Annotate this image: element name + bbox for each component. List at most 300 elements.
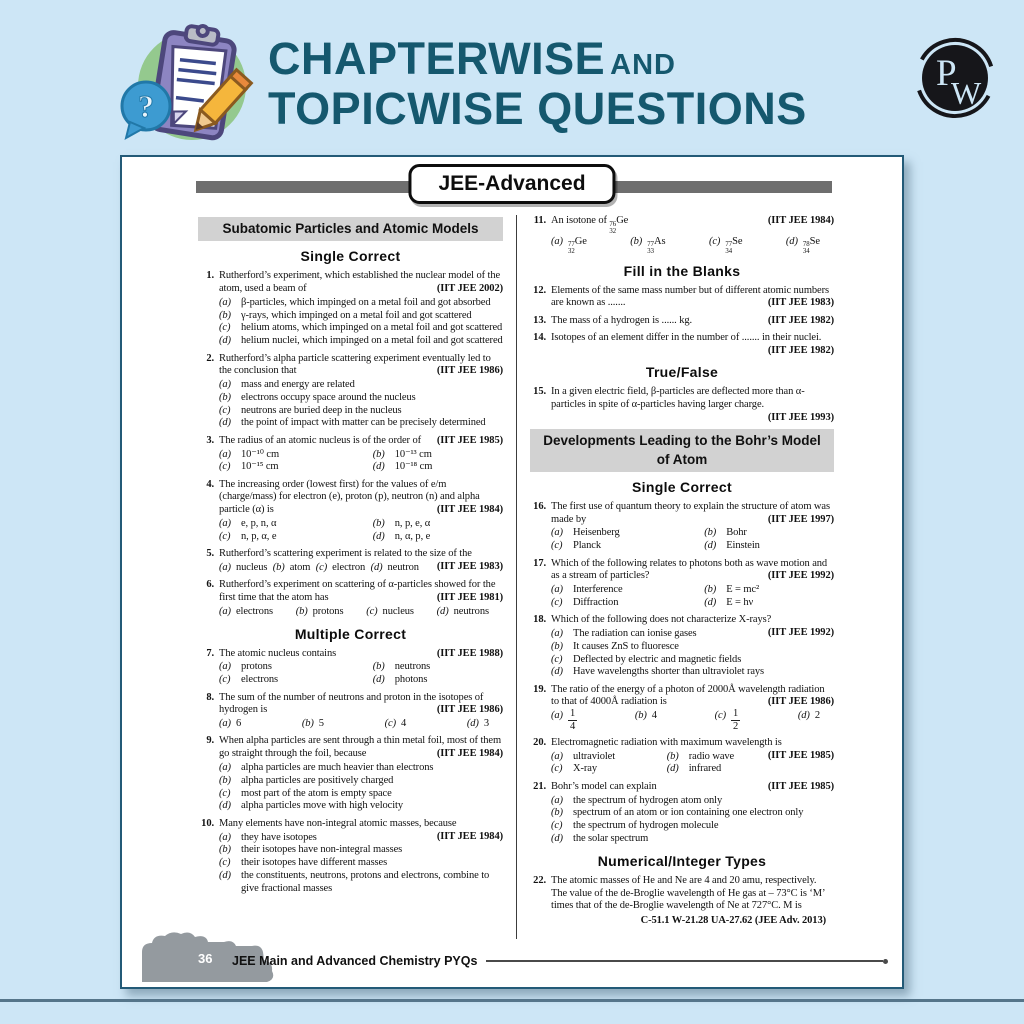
options-group (219, 449, 503, 475)
option-item (219, 718, 241, 731)
option-text: alpha particles are much heavier than electrons (241, 762, 434, 774)
options-group (219, 562, 433, 575)
option-item (219, 322, 503, 335)
option-label: (b) (372, 518, 385, 530)
option-label: (b) (219, 844, 231, 856)
option-label: (a) (219, 831, 231, 843)
question-text: Many elements have non-integral atomic masses, because (219, 817, 457, 829)
option-label: (b) (219, 391, 231, 403)
option-text: Bohr (726, 527, 747, 539)
question-number: 9. (206, 735, 214, 747)
option-label: (d) (219, 417, 231, 429)
question-year-tag: (IIT JEE 1992) (767, 570, 834, 582)
option-text: they have isotopes (241, 831, 317, 843)
option-label: (b) (551, 640, 563, 652)
option-text: e, p, n, α (241, 518, 277, 530)
option-item (373, 661, 503, 674)
question-text: Rutherford’s alpha particle scattering experiment eventually led to the conclusion that (219, 352, 491, 377)
question-number: 19. (533, 683, 546, 695)
option-label: (c) (551, 540, 563, 552)
option-item (219, 775, 503, 788)
question-number: 12. (533, 284, 546, 296)
option-label: (c) (219, 461, 231, 473)
option-item (704, 597, 834, 610)
option-text: 4 (401, 718, 407, 730)
option-text: radio wave (688, 750, 735, 762)
option-label: (d) (797, 710, 810, 722)
footer-rule-dot (883, 959, 888, 964)
right-column (516, 215, 834, 939)
question-type-header: Multiple Correct (294, 625, 407, 642)
question-year-tag: (IIT JEE 1986) (436, 704, 503, 716)
option-item (551, 236, 587, 256)
option-label: (a) (219, 448, 231, 460)
option-label: (b) (272, 561, 285, 573)
question-text: The ratio of the energy of a photon of 2000Å wavelength radiation to that of 4000Å radiation is (551, 683, 825, 708)
option-label: (b) (630, 235, 643, 247)
option-label: (b) (219, 774, 231, 786)
question-text: Which of the following relates to photons both as wave motion and as a stream of particles? (551, 557, 828, 582)
question-item (198, 735, 503, 813)
option-text: the constituents, neutrons, protons and electrons, combine to give fractional masses (241, 869, 490, 894)
option-item (219, 335, 503, 348)
svg-text:?: ? (138, 88, 154, 124)
option-label: (b) (219, 309, 231, 321)
option-item (551, 807, 834, 820)
question-item (530, 737, 834, 776)
option-text: Einstein (726, 540, 760, 552)
option-text: γ-rays, which impinged on a metal foil and got scattered (241, 309, 472, 321)
options-group (219, 718, 503, 731)
option-label: (b) (551, 807, 563, 819)
question-text: Electromagnetic radiation with maximum wavelength is (551, 736, 782, 748)
isotope-notation: 77 34 (725, 241, 733, 256)
question-number: 14. (533, 331, 546, 343)
option-text: E = hν (726, 596, 754, 608)
option-item (296, 606, 344, 619)
options-group (219, 661, 503, 687)
option-label: (c) (551, 820, 563, 832)
question-number: 6. (206, 579, 214, 591)
option-item (219, 832, 433, 845)
option-label: (a) (219, 296, 231, 308)
options-group (219, 379, 503, 430)
question-year-tag: (IIT JEE 1986) (436, 365, 503, 377)
option-label: (c) (551, 653, 563, 665)
question-number: 15. (533, 386, 546, 398)
option-item (551, 654, 834, 667)
option-item (316, 562, 365, 575)
option-text: protons (312, 605, 344, 617)
option-label: (d) (666, 763, 679, 775)
option-text: electrons occupy space around the nucleus (241, 391, 416, 403)
question-type-header: Single Correct (632, 478, 732, 495)
option-text: helium nuclei, which impinged on a metal foil and got scattered (241, 335, 503, 347)
question-year-tag: (IIT JEE 1984) (436, 748, 503, 760)
option-text: 77 34 Se (725, 235, 743, 256)
option-item (219, 379, 503, 392)
option-item (704, 540, 834, 553)
question-item (530, 684, 834, 733)
option-text: nucleus (382, 605, 414, 617)
option-text: X-ray (573, 763, 597, 775)
option-item (551, 584, 700, 597)
option-item (635, 710, 657, 732)
question-year-tag: (IIT JEE 1982) (767, 314, 834, 326)
option-item (551, 628, 764, 641)
option-label: (c) (219, 787, 231, 799)
option-item (551, 527, 700, 540)
footer-book-title: JEE Main and Advanced Chemistry PYQs (232, 954, 478, 968)
question-item (530, 781, 834, 846)
option-text: Interference (573, 584, 623, 596)
question-item (530, 558, 834, 610)
option-text: their isotopes have non-integral masses (241, 844, 403, 856)
options-group (219, 518, 503, 544)
question-type-header: Fill in the Blanks (623, 262, 741, 279)
option-item (219, 788, 503, 801)
clipboard-question-icon (116, 14, 256, 154)
question-item (530, 614, 834, 679)
option-text: n, p, e, α (394, 518, 431, 530)
options-group (551, 710, 834, 732)
option-text: protons (241, 661, 272, 673)
question-text: The sum of the number of neutrons and proton in the isotopes of hydrogen is (219, 691, 484, 716)
option-item (219, 844, 503, 857)
option-text (568, 710, 577, 732)
question-item (530, 332, 834, 358)
option-item (704, 527, 834, 540)
option-label: (a) (219, 561, 231, 573)
fraction: $\frac{1}{4}$ (569, 708, 576, 732)
question-year-tag: (IIT JEE 1982) (767, 344, 834, 356)
question-number: 5. (206, 548, 214, 560)
answer-key: C-51.1 W-21.28 UA-27.62 (JEE Adv. 2013) (640, 915, 826, 927)
question-type-header: Numerical/Integer Types (597, 852, 767, 869)
option-item (551, 597, 700, 610)
option-label: (c) (219, 322, 231, 334)
option-text: Have wavelengths shorter than ultraviolet rays (573, 666, 765, 678)
option-label: (d) (372, 530, 385, 542)
option-text: most part of the atom is empty space (241, 787, 392, 799)
option-label: (c) (551, 763, 563, 775)
option-text: 77 33 As (647, 235, 666, 256)
option-item (373, 518, 503, 531)
topic-section-header: Developments Leading to the Bohr’s Model of Atom (530, 429, 834, 471)
question-year-tag: (IIT JEE 1997) (767, 513, 834, 525)
option-item (219, 531, 369, 544)
option-label: (d) (372, 674, 385, 686)
question-item (198, 648, 503, 687)
option-text: electron (332, 561, 366, 573)
isotope-notation: 76 32 (609, 220, 617, 235)
question-year-tag: (IIT JEE 2002) (436, 283, 503, 295)
option-text: neutrons (453, 605, 489, 617)
options-group (551, 795, 834, 846)
option-text: the point of impact with matter can be precisely determined (241, 417, 486, 429)
option-label: (c) (219, 404, 231, 416)
option-label: (a) (219, 718, 231, 730)
question-number: 2. (206, 352, 214, 364)
question-text: The radius of an atomic nucleus is of the order of (219, 434, 422, 446)
question-number: 20. (533, 736, 546, 748)
option-item (786, 236, 820, 256)
option-text: infrared (688, 763, 722, 775)
left-column (198, 215, 516, 939)
questions-content (198, 215, 834, 939)
question-item (198, 579, 503, 618)
option-label: (b) (704, 527, 717, 539)
option-item (551, 710, 577, 732)
option-text: electrons (241, 674, 278, 686)
question-item (198, 548, 503, 575)
question-text: Isotopes of an element differ in the number of ....... in their nuclei. (551, 331, 822, 343)
option-label: (d) (370, 561, 383, 573)
option-item (219, 449, 369, 462)
question-text: Bohr’s model can explain (551, 780, 657, 792)
option-item (219, 562, 267, 575)
pw-logo-letter-p: P (936, 53, 957, 94)
title-line2: TOPICWISE QUESTIONS (268, 83, 807, 135)
option-item (385, 718, 407, 731)
question-number: 21. (533, 780, 546, 792)
option-item (219, 661, 369, 674)
option-label: (d) (785, 235, 798, 247)
option-label: (a) (551, 527, 563, 539)
question-text: The increasing order (lowest first) for the values of e/m (charge/mass) for electron (e), proton (p), neutron (n) and alpha particle (α) is (219, 478, 480, 516)
option-item (551, 540, 700, 553)
question-year-tag: (IIT JEE 1984) (436, 830, 503, 842)
options-group (551, 527, 834, 553)
question-item (198, 692, 503, 731)
option-text: β-particles, which impinged on a metal foil and got absorbed (241, 296, 491, 308)
question-item (530, 285, 834, 311)
option-text: ultraviolet (573, 750, 616, 762)
option-item (371, 562, 419, 575)
option-label: (a) (551, 235, 563, 247)
option-text: alpha particles move with high velocity (241, 800, 404, 812)
question-item (530, 386, 834, 424)
option-text: the spectrum of hydrogen molecule (573, 820, 719, 832)
question-item (198, 435, 503, 474)
options-group (551, 584, 834, 610)
option-item (704, 584, 834, 597)
option-label: (a) (551, 584, 563, 596)
option-item (373, 449, 503, 462)
question-year-tag: (IIT JEE 1988) (436, 647, 503, 659)
title-line1-and: AND (610, 49, 676, 81)
option-text: the solar spectrum (573, 832, 649, 844)
option-text: neutrons are buried deep in the nucleus (241, 404, 402, 416)
option-text: Diffraction (573, 596, 619, 608)
option-label: (b) (704, 584, 717, 596)
question-item (198, 353, 503, 431)
option-label: (c) (366, 605, 378, 617)
options-group (551, 751, 764, 777)
question-text: The first use of quantum theory to explain the structure of atom was made by (551, 500, 830, 525)
question-number: 16. (533, 500, 546, 512)
option-text: nucleus (235, 561, 268, 573)
option-label: (c) (714, 710, 727, 722)
option-item (373, 674, 503, 687)
option-text: electrons (235, 605, 273, 617)
option-text: their isotopes have different masses (241, 857, 388, 869)
question-text: Rutherford’s experiment, which established the nuclear model of the atom, used a beam of (219, 270, 501, 295)
exam-level-badge: JEE-Advanced (408, 164, 615, 204)
option-item (709, 236, 742, 256)
option-label: (c) (551, 596, 563, 608)
question-year-tag: (IIT JEE 1985) (436, 434, 503, 446)
question-item (530, 215, 834, 256)
option-label: (a) (219, 605, 231, 617)
option-label: (a) (551, 750, 563, 762)
question-item (198, 479, 503, 544)
pw-logo-letter-w: W (951, 75, 982, 111)
option-text: The radiation can ionise gases (573, 627, 697, 639)
option-text: 4 (651, 710, 657, 722)
pw-logo (913, 36, 997, 120)
title-line1: CHAPTERWISE (268, 33, 606, 84)
option-text: mass and energy are related (241, 379, 355, 391)
option-item (219, 857, 503, 870)
option-text: photons (394, 674, 428, 686)
option-label: (d) (466, 718, 479, 730)
page-footer (122, 931, 888, 975)
option-label: (d) (551, 832, 563, 844)
option-text: 78 34 Se (802, 235, 820, 256)
question-text: An isotone of 76 32 Ge (551, 215, 629, 235)
option-text: spectrum of an atom or ion containing one electron only (573, 807, 804, 819)
option-text (731, 710, 740, 732)
fraction: $\frac{1}{2}$ (733, 708, 739, 732)
option-item (219, 405, 503, 418)
option-label: (d) (219, 800, 231, 812)
question-type-header: Single Correct (300, 248, 401, 265)
option-text: helium atoms, which impinged on a metal foil and got scattered (241, 322, 503, 334)
question-number: 10. (201, 817, 214, 829)
option-item (273, 562, 311, 575)
options-group (219, 297, 503, 348)
option-label: (a) (551, 794, 563, 806)
option-label: (d) (219, 869, 231, 881)
option-text: alpha particles are positively charged (241, 774, 394, 786)
topic-section-header: Subatomic Particles and Atomic Models (198, 217, 503, 241)
option-item (219, 392, 503, 405)
question-number: 8. (206, 691, 214, 703)
option-item (667, 751, 764, 764)
option-label: (b) (666, 750, 679, 762)
question-year-tag: (IIT JEE 1986) (767, 696, 834, 708)
option-label: (c) (384, 718, 397, 730)
option-text: neutrons (394, 661, 431, 673)
option-item (219, 762, 503, 775)
option-label: (b) (634, 710, 647, 722)
option-item (551, 820, 834, 833)
question-item (198, 818, 503, 896)
question-year-tag: (IIT JEE 1993) (767, 412, 834, 424)
isotope-notation: 77 33 (647, 241, 655, 256)
option-item (467, 718, 489, 731)
option-label: (b) (295, 605, 308, 617)
footer-row (232, 954, 888, 968)
option-item (219, 310, 503, 323)
question-year-tag: (IIT JEE 1984) (436, 504, 503, 516)
option-text: 6 (235, 718, 242, 730)
option-text: 10⁻¹⁵ cm (241, 461, 279, 473)
option-label: (d) (551, 666, 563, 678)
option-label: (c) (219, 857, 231, 869)
option-label: (d) (372, 461, 385, 473)
question-year-tag: (IIT JEE 1985) (767, 780, 834, 792)
option-item (551, 641, 834, 654)
option-text: Deflected by electric and magnetic fields (573, 653, 742, 665)
question-text: When alpha particles are sent through a thin metal foil, most of them go straight through the foil, because (219, 735, 502, 760)
option-item (219, 606, 273, 619)
option-item (219, 870, 503, 896)
option-label: (a) (219, 518, 231, 530)
question-item (198, 270, 503, 348)
option-text: 10⁻¹⁰ cm (241, 448, 280, 460)
question-number: 1. (206, 270, 214, 282)
option-text: n, α, p, e (394, 530, 431, 542)
book-title (268, 34, 807, 135)
question-text: The mass of a hydrogen is ...... kg. (551, 314, 693, 326)
question-year-tag: (IIT JEE 1985) (767, 749, 834, 761)
option-label: (c) (219, 530, 231, 542)
question-year-tag: (IIT JEE 1983) (436, 560, 503, 572)
question-number: 11. (533, 215, 546, 226)
option-item (302, 718, 324, 731)
option-label: (c) (219, 674, 231, 686)
question-type-header: True/False (645, 364, 719, 381)
option-item (219, 297, 503, 310)
option-item (630, 236, 665, 256)
footer-rule (486, 960, 883, 961)
option-text: E = mc² (726, 584, 760, 596)
option-label: (d) (704, 540, 717, 552)
option-text: the spectrum of hydrogen atom only (573, 794, 723, 806)
options-group (219, 606, 503, 619)
question-text: The atomic nucleus contains (219, 647, 337, 659)
page-number: 36 (198, 951, 213, 966)
option-item (373, 531, 503, 544)
option-item (437, 606, 489, 619)
options-group (219, 762, 503, 813)
option-text: 10⁻¹⁸ cm (394, 461, 433, 473)
question-item (530, 875, 834, 928)
option-text: 3 (483, 718, 489, 730)
question-text: In a given electric field, β-particles are deflected more than α-particles in spite of α-particles having larger charge. (551, 386, 805, 411)
question-number: 7. (206, 647, 214, 659)
option-label: (a) (551, 627, 563, 639)
question-item (530, 501, 834, 553)
question-text: Rutherford’s experiment on scattering of α-particles showed for the first time that the atom has (219, 579, 496, 604)
question-number: 17. (533, 557, 546, 569)
option-label: (d) (219, 335, 231, 347)
question-year-tag: (IIT JEE 1983) (767, 297, 834, 309)
option-text: 2 (814, 710, 820, 722)
option-text: It causes ZnS to fluoresce (573, 640, 679, 652)
isotope-notation: 78 34 (802, 241, 810, 256)
option-text: 77 32 Ge (567, 235, 587, 256)
option-label: (b) (301, 718, 314, 730)
question-year-tag: (IIT JEE 1981) (436, 592, 503, 604)
question-number: 3. (206, 434, 214, 446)
option-item (551, 833, 834, 846)
option-text: Planck (573, 540, 601, 552)
option-text: n, p, α, e (241, 530, 277, 542)
book-page (120, 155, 904, 989)
